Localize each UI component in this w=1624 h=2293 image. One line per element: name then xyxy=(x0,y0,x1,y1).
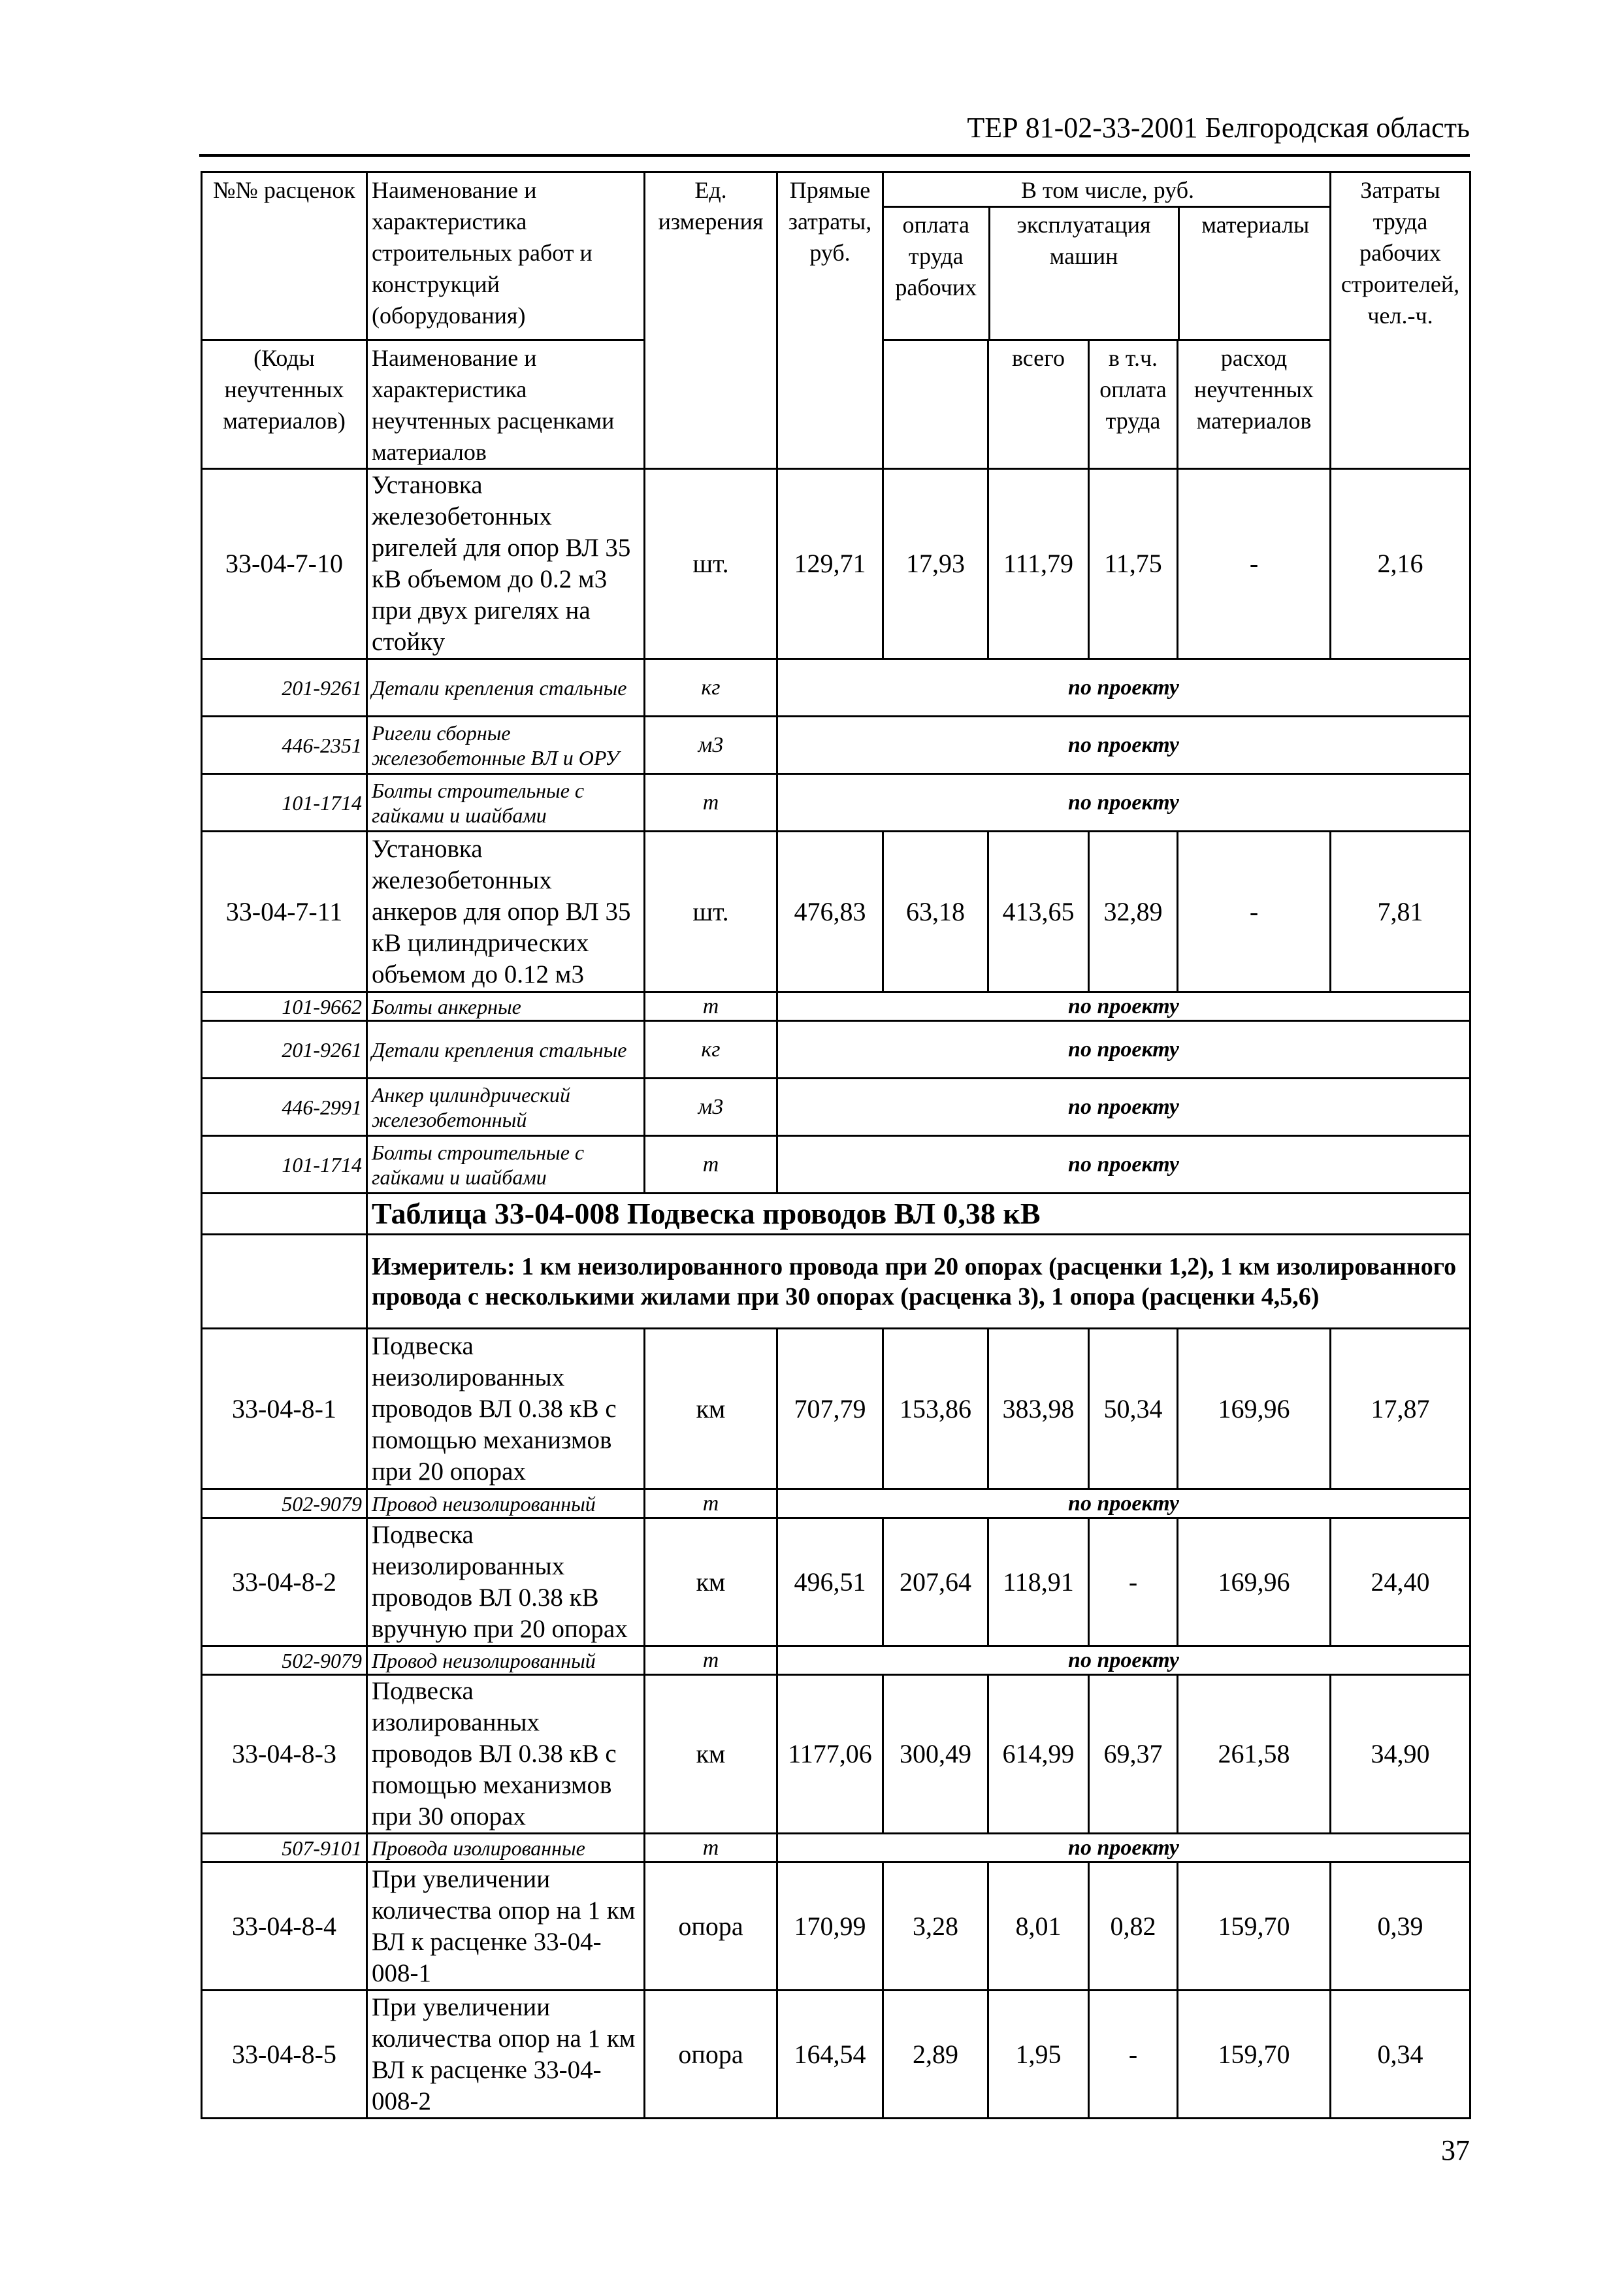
materials: 169,96 xyxy=(1178,1518,1331,1646)
labor-cost: 34,90 xyxy=(1331,1675,1470,1834)
by-project-note: по проекту xyxy=(777,1834,1470,1862)
document-header-title: ТЕР 81-02-33-2001 Белгородская область xyxy=(967,112,1470,144)
machines-total: 614,99 xyxy=(988,1675,1089,1834)
material-unit: т xyxy=(645,1136,777,1194)
by-project-note: по проекту xyxy=(777,992,1470,1021)
work-name: Подвеска неизолированных проводов ВЛ 0.38 кВ с помощью механизмов при 20 опорах xyxy=(367,1329,645,1489)
labor-pay: 153,86 xyxy=(883,1329,988,1489)
material-unit: т xyxy=(645,1834,777,1862)
rate-code: 33-04-7-11 xyxy=(202,832,367,992)
section-title-row xyxy=(202,1194,1470,1235)
rate-row xyxy=(202,469,1470,659)
machines-total: 111,79 xyxy=(988,469,1089,659)
unit: опора xyxy=(645,1862,777,1991)
unit: км xyxy=(645,1675,777,1834)
rate-row xyxy=(202,832,1470,992)
material-name: Провода изолированные xyxy=(367,1834,645,1862)
material-unit: т xyxy=(645,774,777,832)
materials: 159,70 xyxy=(1178,1862,1331,1991)
labor-cost: 7,81 xyxy=(1331,832,1470,992)
material-name: Болты анкерные xyxy=(367,992,645,1021)
material-row xyxy=(202,774,1470,832)
work-name: Установка железобетонных анкеров для опор ВЛ 35 кВ цилиндрических объемом до 0.12 м3 xyxy=(367,832,645,992)
labor-cost: 0,39 xyxy=(1331,1862,1470,1991)
material-code: 101-9662 xyxy=(202,992,367,1021)
by-project-note: по проекту xyxy=(777,1136,1470,1194)
materials: 159,70 xyxy=(1178,1991,1331,2119)
rate-row xyxy=(202,1862,1470,1991)
material-row xyxy=(202,992,1470,1021)
labor-pay: 2,89 xyxy=(883,1991,988,2119)
rate-row xyxy=(202,1991,1470,2119)
material-row xyxy=(202,1079,1470,1136)
machines-pay: 50,34 xyxy=(1089,1329,1178,1489)
measure-row xyxy=(202,1235,1470,1329)
by-project-note: по проекту xyxy=(777,1646,1470,1675)
labor-cost: 2,16 xyxy=(1331,469,1470,659)
header-unit: Ед. измерения xyxy=(645,172,777,469)
material-row xyxy=(202,659,1470,717)
rate-row xyxy=(202,1518,1470,1646)
work-name: При увеличении количества опор на 1 км ВЛ к расценке 33-04-008-2 xyxy=(367,1991,645,2119)
labor-pay: 63,18 xyxy=(883,832,988,992)
material-row xyxy=(202,1646,1470,1675)
rate-code: 33-04-8-5 xyxy=(202,1991,367,2119)
rate-code: 33-04-8-4 xyxy=(202,1862,367,1991)
machines-total: 413,65 xyxy=(988,832,1089,992)
material-row xyxy=(202,717,1470,774)
header-machines: эксплуатация машин xyxy=(989,207,1178,340)
material-row xyxy=(202,1489,1470,1518)
material-unit: м3 xyxy=(645,717,777,774)
by-project-note: по проекту xyxy=(777,1489,1470,1518)
material-name: Болты строительные с гайками и шайбами xyxy=(367,1136,645,1194)
unit: км xyxy=(645,1329,777,1489)
material-code: 507-9101 xyxy=(202,1834,367,1862)
by-project-note: по проекту xyxy=(777,1021,1470,1079)
direct-costs: 129,71 xyxy=(777,469,883,659)
material-name: Ригели сборные железобетонные ВЛ и ОРУ xyxy=(367,717,645,774)
header-rule xyxy=(199,154,1470,157)
header-materials-unaccounted: расход неучтенных материалов xyxy=(1178,340,1331,469)
rate-code: 33-04-7-10 xyxy=(202,469,367,659)
material-code: 201-9261 xyxy=(202,1021,367,1079)
material-unit: т xyxy=(645,1489,777,1518)
material-row xyxy=(202,1136,1470,1194)
machines-pay: - xyxy=(1089,1991,1178,2119)
direct-costs: 707,79 xyxy=(777,1329,883,1489)
machines-total: 1,95 xyxy=(988,1991,1089,2119)
direct-costs: 496,51 xyxy=(777,1518,883,1646)
header-machines-pay: в т.ч. оплата труда xyxy=(1089,340,1178,469)
labor-cost: 0,34 xyxy=(1331,1991,1470,2119)
material-code: 101-1714 xyxy=(202,774,367,832)
machines-total: 118,91 xyxy=(988,1518,1089,1646)
material-code: 446-2991 xyxy=(202,1079,367,1136)
machines-total: 8,01 xyxy=(988,1862,1089,1991)
materials: 261,58 xyxy=(1178,1675,1331,1834)
header-materials: материалы xyxy=(1201,212,1310,238)
section-title: Таблица 33-04-008 Подвеска проводов ВЛ 0,38 кВ xyxy=(367,1194,1470,1235)
material-name: Болты строительные с гайками и шайбами xyxy=(367,774,645,832)
material-code: 446-2351 xyxy=(202,717,367,774)
machines-pay: 69,37 xyxy=(1089,1675,1178,1834)
machines-pay: 32,89 xyxy=(1089,832,1178,992)
work-name: При увеличении количества опор на 1 км ВЛ к расценке 33-04-008-1 xyxy=(367,1862,645,1991)
rate-code: 33-04-8-1 xyxy=(202,1329,367,1489)
material-name: Анкер цилиндрический железобетонный xyxy=(367,1079,645,1136)
by-project-note: по проекту xyxy=(777,659,1470,717)
material-row xyxy=(202,1021,1470,1079)
header-labor-cost: Затраты труда рабочих строителей, чел.-ч. xyxy=(1331,172,1470,469)
work-name: Установка железобетонных ригелей для опор ВЛ 35 кВ объемом до 0.2 м3 при двух ригелях на стойку xyxy=(367,469,645,659)
direct-costs: 164,54 xyxy=(777,1991,883,2119)
machines-total: 383,98 xyxy=(988,1329,1089,1489)
material-name: Детали крепления стальные xyxy=(367,1021,645,1079)
labor-cost: 24,40 xyxy=(1331,1518,1470,1646)
unit: км xyxy=(645,1518,777,1646)
material-code: 502-9079 xyxy=(202,1489,367,1518)
material-row xyxy=(202,1834,1470,1862)
machines-pay: - xyxy=(1089,1518,1178,1646)
labor-pay: 207,64 xyxy=(883,1518,988,1646)
materials: - xyxy=(1178,469,1331,659)
header-including xyxy=(883,172,1331,340)
header-work-name: Наименование и характеристика строительных работ и конструкций (оборудования) xyxy=(367,172,645,340)
rate-code: 33-04-8-2 xyxy=(202,1518,367,1646)
material-unit: м3 xyxy=(645,1079,777,1136)
unit: шт. xyxy=(645,832,777,992)
materials: - xyxy=(1178,832,1331,992)
direct-costs: 476,83 xyxy=(777,832,883,992)
material-unit: кг xyxy=(645,1021,777,1079)
labor-pay: 3,28 xyxy=(883,1862,988,1991)
materials: 169,96 xyxy=(1178,1329,1331,1489)
material-unit: т xyxy=(645,992,777,1021)
rate-code: 33-04-8-3 xyxy=(202,1675,367,1834)
machines-pay: 11,75 xyxy=(1089,469,1178,659)
measure-text: Измеритель: 1 км неизолированного провода при 20 опорах (расценки 1,2), 1 км изолированного провода с несколькими жилами при 30 опорах (расценка 3), 1 опора (расценки 4,5,6) xyxy=(367,1235,1470,1329)
empty-cell xyxy=(202,1235,367,1329)
material-unit: т xyxy=(645,1646,777,1675)
rates-table xyxy=(201,171,1471,2119)
header-labor-pay-cont xyxy=(883,340,988,469)
header-labor-pay: оплата труда рабочих xyxy=(884,207,989,340)
header-direct-costs: Прямые затраты, руб. xyxy=(777,172,883,469)
work-name: Подвеска неизолированных проводов ВЛ 0.38 кВ вручную при 20 опорах xyxy=(367,1518,645,1646)
header-rate-number: №№ расценок xyxy=(202,172,367,340)
material-code: 502-9079 xyxy=(202,1646,367,1675)
page-number: 37 xyxy=(1441,2134,1470,2166)
rate-row xyxy=(202,1675,1470,1834)
material-code: 201-9261 xyxy=(202,659,367,717)
machines-pay: 0,82 xyxy=(1089,1862,1178,1991)
unit: опора xyxy=(645,1991,777,2119)
labor-pay: 17,93 xyxy=(883,469,988,659)
material-name: Провод неизолированный xyxy=(367,1646,645,1675)
direct-costs: 1177,06 xyxy=(777,1675,883,1834)
header-material-codes: (Коды неучтенных материалов) xyxy=(202,340,367,469)
material-name: Провод неизолированный xyxy=(367,1489,645,1518)
by-project-note: по проекту xyxy=(777,774,1470,832)
labor-cost: 17,87 xyxy=(1331,1329,1470,1489)
work-name: Подвеска изолированных проводов ВЛ 0.38 кВ с помощью механизмов при 30 опорах xyxy=(367,1675,645,1834)
labor-pay: 300,49 xyxy=(883,1675,988,1834)
by-project-note: по проекту xyxy=(777,1079,1470,1136)
by-project-note: по проекту xyxy=(777,717,1470,774)
material-code: 101-1714 xyxy=(202,1136,367,1194)
rate-row xyxy=(202,1329,1470,1489)
header-machines-total: всего xyxy=(988,340,1089,469)
material-unit: кг xyxy=(645,659,777,717)
header-material-name: Наименование и характеристика неучтенных расценками материалов xyxy=(367,340,645,469)
material-name: Детали крепления стальные xyxy=(367,659,645,717)
header-including-label: В том числе, руб. xyxy=(884,173,1331,207)
unit: шт. xyxy=(645,469,777,659)
direct-costs: 170,99 xyxy=(777,1862,883,1991)
empty-cell xyxy=(202,1194,367,1235)
